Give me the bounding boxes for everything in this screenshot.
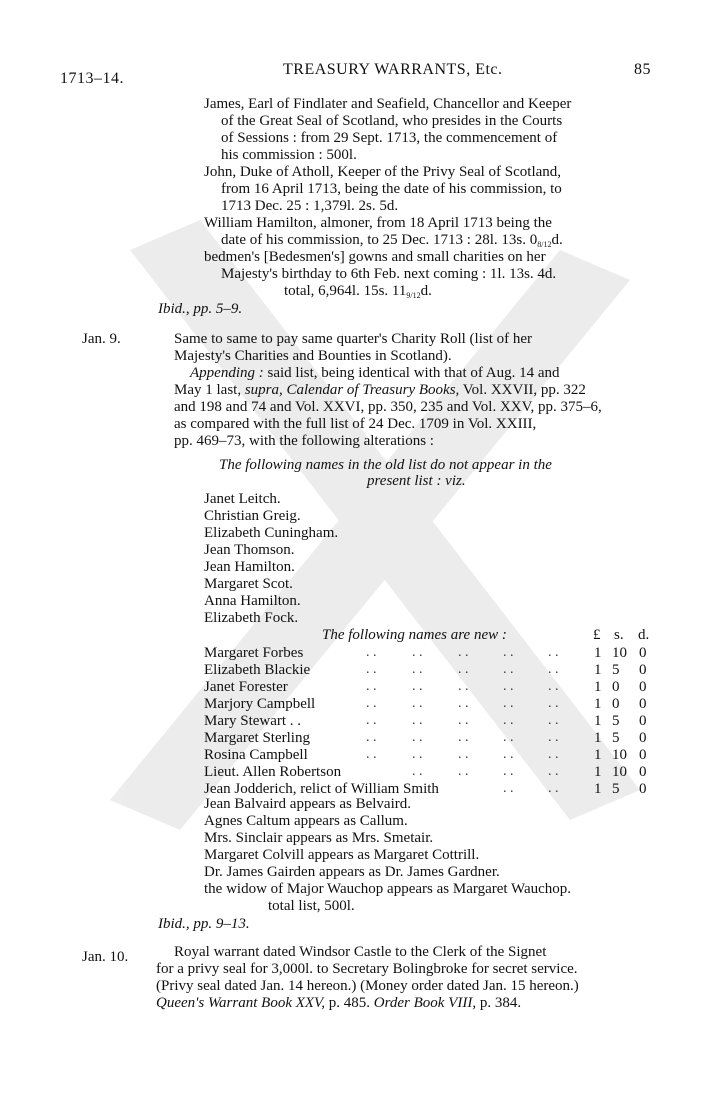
entry-line: Appending : said list, being identical with that of Aug. 14 and bbox=[190, 365, 560, 381]
shillings-value: 10 bbox=[612, 747, 627, 763]
leader-dots: . . bbox=[458, 679, 469, 694]
leader-dots: . . bbox=[503, 747, 514, 762]
entry-line: from 16 April 1713, being the date of his commission, to bbox=[221, 181, 562, 197]
pounds-header: £ bbox=[593, 627, 601, 643]
leader-dots: . . bbox=[366, 730, 377, 745]
new-list-name: Marjory Campbell bbox=[204, 696, 316, 712]
leader-dots: . . bbox=[548, 645, 559, 660]
shillings-value: 0 bbox=[612, 679, 620, 695]
old-list-item: Janet Leitch. bbox=[204, 491, 281, 507]
leader-dots: . . bbox=[412, 713, 423, 728]
entry-date: Jan. 9. bbox=[82, 331, 121, 347]
entry-line: pp. 469–73, with the following alterations : bbox=[174, 433, 434, 449]
entry-line: as compared with the full list of 24 Dec. 1709 in Vol. XXIII, bbox=[174, 416, 537, 432]
leader-dots: . . bbox=[458, 747, 469, 762]
leader-dots: . . bbox=[412, 747, 423, 762]
pence-value: 0 bbox=[639, 747, 647, 763]
entry-line: Same to same to pay same quarter's Charity Roll (list of her bbox=[174, 331, 533, 347]
old-list-item: Jean Hamilton. bbox=[204, 559, 295, 575]
leader-dots: . . bbox=[458, 645, 469, 660]
leader-dots: . . bbox=[503, 662, 514, 677]
leader-dots: . . bbox=[548, 747, 559, 762]
leader-dots: . . bbox=[458, 713, 469, 728]
entry-line: 1713 Dec. 25 : 1,379l. 2s. 5d. bbox=[221, 198, 399, 214]
rename-line: the widow of Major Wauchop appears as Margaret Wauchop. bbox=[204, 881, 572, 897]
leader-dots: . . bbox=[503, 713, 514, 728]
shillings-value: 5 bbox=[612, 730, 620, 746]
pounds-value: 1 bbox=[594, 730, 602, 746]
old-list-item: Elizabeth Cuningham. bbox=[204, 525, 339, 541]
old-list-item: Jean Thomson. bbox=[204, 542, 295, 558]
pounds-value: 1 bbox=[594, 764, 602, 780]
header-year: 1713–14. bbox=[60, 70, 124, 87]
pence-value: 0 bbox=[639, 713, 647, 729]
leader-dots: . . bbox=[366, 696, 377, 711]
old-list-item: Anna Hamilton. bbox=[204, 593, 301, 609]
leader-dots: . . bbox=[458, 696, 469, 711]
entry-line: Majesty's birthday to 6th Feb. next coming : 1l. 13s. 4d. bbox=[221, 266, 557, 282]
entry-line: of the Great Seal of Scotland, who presides in the Courts bbox=[221, 113, 563, 129]
pence-value: 0 bbox=[639, 696, 647, 712]
leader-dots: . . bbox=[458, 764, 469, 779]
fraction: 8/12 bbox=[537, 240, 552, 249]
entry-line: (Privy seal dated Jan. 14 hereon.) (Money order dated Jan. 15 hereon.) bbox=[156, 978, 579, 994]
pounds-value: 1 bbox=[594, 781, 602, 797]
new-list-name: Margaret Forbes bbox=[204, 645, 304, 661]
new-list-name: Margaret Sterling bbox=[204, 730, 310, 746]
leader-dots: . . bbox=[503, 730, 514, 745]
entry-line: and 198 and 74 and Vol. XXVI, pp. 350, 235 and Vol. XXV, pp. 375–6, bbox=[174, 399, 602, 415]
total-list: total list, 500l. bbox=[268, 898, 355, 914]
rename-line: Jean Balvaird appears as Belvaird. bbox=[204, 796, 412, 812]
old-list-item: Christian Greig. bbox=[204, 508, 301, 524]
leader-dots: . . bbox=[366, 747, 377, 762]
new-list-name: Jean Jodderich, relict of William Smith bbox=[204, 781, 439, 797]
pounds-value: 1 bbox=[594, 747, 602, 763]
leader-dots: . . bbox=[548, 662, 559, 677]
leader-dots: . . bbox=[548, 730, 559, 745]
pence-value: 0 bbox=[639, 781, 647, 797]
leader-dots: . . bbox=[503, 696, 514, 711]
new-list-name: Rosina Campbell bbox=[204, 747, 308, 763]
entry-line: bedmen's [Bedesmen's] gowns and small charities on her bbox=[204, 249, 546, 265]
rename-line: Mrs. Sinclair appears as Mrs. Smetair. bbox=[204, 830, 434, 846]
entry-line: his commission : 500l. bbox=[221, 147, 357, 163]
leader-dots: . . bbox=[366, 713, 377, 728]
total-line: total, 6,964l. 15s. 11 9/12 d. bbox=[284, 283, 432, 300]
entry-line: date of his commission, to 25 Dec. 1713 : 28l. 13s. 0 8/12 d. bbox=[221, 232, 563, 249]
pence-value: 0 bbox=[639, 662, 647, 678]
shillings-value: 5 bbox=[612, 781, 620, 797]
new-list-name: Janet Forester bbox=[204, 679, 288, 695]
new-list-name: Lieut. Allen Robertson bbox=[204, 764, 342, 780]
leader-dots: . . bbox=[412, 679, 423, 694]
ibid-reference: Ibid., pp. 5–9. bbox=[158, 301, 243, 317]
entry-date: Jan. 10. bbox=[82, 949, 129, 965]
new-list-name: Elizabeth Blackie bbox=[204, 662, 311, 678]
leader-dots: . . bbox=[503, 645, 514, 660]
entry-line: May 1 last, supra, Calendar of Treasury Books, Vol. XXVII, pp. 322 bbox=[174, 382, 586, 398]
new-list-heading: The following names are new : bbox=[322, 627, 507, 643]
leader-dots: . . bbox=[503, 679, 514, 694]
old-list-heading: The following names in the old list do not appear in the bbox=[219, 457, 552, 473]
shillings-value: 10 bbox=[612, 764, 627, 780]
leader-dots: . . bbox=[548, 764, 559, 779]
entry-line: Queen's Warrant Book XXV, p. 485. Order Book VIII, p. 384. bbox=[156, 995, 522, 1011]
shillings-value: 5 bbox=[612, 662, 620, 678]
pounds-value: 1 bbox=[594, 679, 602, 695]
old-list-item: Margaret Scot. bbox=[204, 576, 293, 592]
leader-dots: . . bbox=[412, 645, 423, 660]
old-list-item: Elizabeth Fock. bbox=[204, 610, 299, 626]
entry-line: John, Duke of Atholl, Keeper of the Privy Seal of Scotland, bbox=[204, 164, 562, 180]
shillings-value: 0 bbox=[612, 696, 620, 712]
leader-dots: . . bbox=[366, 645, 377, 660]
entry-line: Majesty's Charities and Bounties in Scotland). bbox=[174, 348, 452, 364]
leader-dots: . . bbox=[412, 730, 423, 745]
entry-line: William Hamilton, almoner, from 18 April 1713 being the bbox=[204, 215, 552, 231]
pence-value: 0 bbox=[639, 730, 647, 746]
pounds-value: 1 bbox=[594, 645, 602, 661]
rename-line: Margaret Colvill appears as Margaret Cottrill. bbox=[204, 847, 480, 863]
rename-line: Dr. James Gairden appears as Dr. James Gardner. bbox=[204, 864, 500, 880]
leader-dots: . . bbox=[412, 696, 423, 711]
leader-dots: . . bbox=[548, 713, 559, 728]
entry-line: for a privy seal for 3,000l. to Secretary Bolingbroke for secret service. bbox=[156, 961, 578, 977]
pounds-value: 1 bbox=[594, 662, 602, 678]
new-list-name: Mary Stewart . . bbox=[204, 713, 302, 729]
page-number: 85 bbox=[634, 61, 651, 78]
pounds-value: 1 bbox=[594, 696, 602, 712]
rename-line: Agnes Caltum appears as Callum. bbox=[204, 813, 408, 829]
leader-dots: . . bbox=[412, 662, 423, 677]
leader-dots: . . bbox=[412, 764, 423, 779]
old-list-heading: present list : viz. bbox=[367, 473, 466, 489]
pence-value: 0 bbox=[639, 764, 647, 780]
leader-dots: . . bbox=[548, 696, 559, 711]
pence-header: d. bbox=[638, 627, 650, 643]
leader-dots: . . bbox=[366, 662, 377, 677]
entry-line: James, Earl of Findlater and Seafield, Chancellor and Keeper bbox=[204, 96, 572, 112]
entry-line: Royal warrant dated Windsor Castle to the Clerk of the Signet bbox=[174, 944, 547, 960]
shillings-header: s. bbox=[614, 627, 624, 643]
pence-value: 0 bbox=[639, 679, 647, 695]
ibid-reference: Ibid., pp. 9–13. bbox=[158, 916, 250, 932]
pounds-value: 1 bbox=[594, 713, 602, 729]
entry-line: of Sessions : from 29 Sept. 1713, the commencement of bbox=[221, 130, 558, 146]
leader-dots: . . bbox=[548, 781, 559, 796]
leader-dots: . . bbox=[458, 730, 469, 745]
leader-dots: . . bbox=[548, 679, 559, 694]
pence-value: 0 bbox=[639, 645, 647, 661]
leader-dots: . . bbox=[503, 781, 514, 796]
leader-dots: . . bbox=[503, 764, 514, 779]
fraction: 9/12 bbox=[406, 291, 421, 300]
shillings-value: 5 bbox=[612, 713, 620, 729]
leader-dots: . . bbox=[458, 662, 469, 677]
leader-dots: . . bbox=[366, 679, 377, 694]
header-title: TREASURY WARRANTS, Etc. bbox=[283, 61, 503, 78]
shillings-value: 10 bbox=[612, 645, 627, 661]
